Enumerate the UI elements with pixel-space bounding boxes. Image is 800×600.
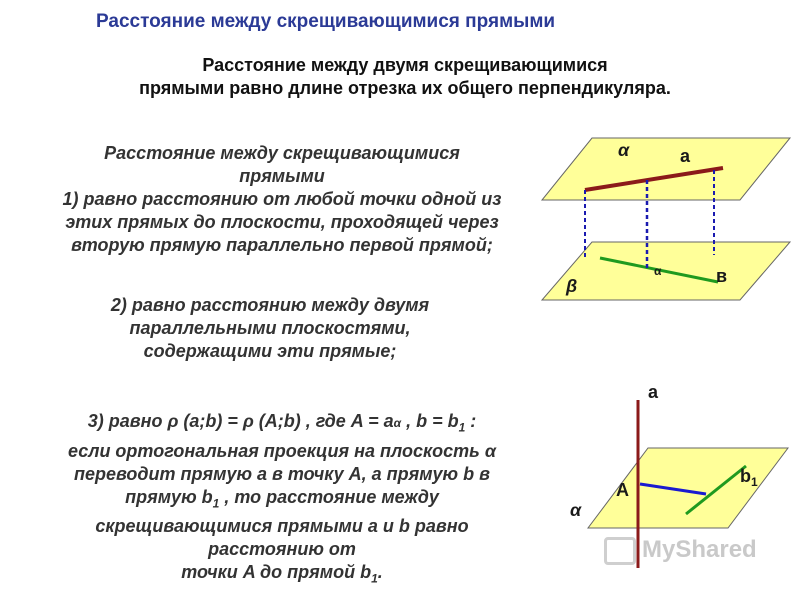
label-A: A [616, 480, 629, 500]
block3-line1-part-b: , b = b [401, 411, 459, 431]
block3-line7-part-a: точки A до прямой b [181, 562, 372, 583]
block1-line-3: 1) равно расстоянию от любой точки одной из [62, 189, 502, 209]
block3-line-1 [2, 410, 562, 440]
label-b: в [716, 266, 728, 286]
parallel-planes-figure [530, 130, 792, 310]
label-b1-sub: 1 [751, 475, 758, 489]
block1-line-4: этих прямых до плоскости, проходящей через [65, 212, 499, 232]
block1-line-5: вторую прямую параллельно первой прямой; [71, 235, 493, 255]
intro-line-2: прямыми равно длине отрезка их общего перпендикуляра. [139, 78, 671, 98]
intro-line-1: Расстояние между двумя скрещивающимися [202, 55, 608, 75]
page-title: Расстояние между скрещивающимися прямыми [96, 11, 556, 32]
block3-line-3: переводит прямую a в точку A, а прямую b в [73, 463, 490, 484]
label-b1-letter: b [740, 466, 751, 486]
block3-line1-sub: 1 [458, 420, 466, 435]
block3-line7-end: . [377, 562, 383, 583]
block3-line-4 [2, 486, 562, 516]
block3-line4-part-a: прямую b [125, 486, 213, 507]
watermark-text: MyShared [642, 536, 757, 563]
block1-line-2: прямыми [239, 166, 325, 186]
block3-line4-sub: 1 [212, 496, 220, 511]
statement-block-3 [2, 410, 562, 591]
watermark [604, 536, 774, 576]
block3-line4-part-b: , то расстояние между [219, 486, 439, 507]
statement-block-2 [40, 294, 500, 363]
statement-block-1 [2, 142, 562, 257]
label-small-alpha: α [654, 264, 662, 278]
block3-line-2: если ортогональная проекция на плоскость α [68, 440, 496, 461]
block2-line-1: 2) равно расстоянию между двумя [110, 295, 430, 315]
block1-line-1: Расстояние между скрещивающимися [104, 143, 460, 163]
block3-line7-sub: 1 [371, 571, 378, 586]
intro-statement [60, 54, 750, 100]
block2-line-2: параллельными плоскостями, [129, 318, 411, 338]
block3-line1-end: : [465, 411, 477, 431]
block3-line1-part-a: 3) равно ρ (a;b) = ρ (A;b) , где A = a [87, 411, 394, 431]
block3-line-5: скрещивающимися прямыми a и b равно [95, 516, 469, 537]
presentation-icon [604, 537, 636, 565]
label-a: a [680, 146, 691, 166]
label-a-2: a [648, 382, 659, 402]
block3-line-7 [2, 561, 562, 591]
label-beta: β [566, 276, 578, 296]
block2-line-3: содержащими эти прямые; [143, 341, 397, 361]
label-alpha: α [618, 140, 630, 160]
plane-alpha [542, 138, 790, 200]
block3-line-6: расстоянию от [208, 539, 356, 560]
label-alpha-2: α [570, 500, 582, 520]
block3-line1-alpha: α [393, 416, 402, 430]
